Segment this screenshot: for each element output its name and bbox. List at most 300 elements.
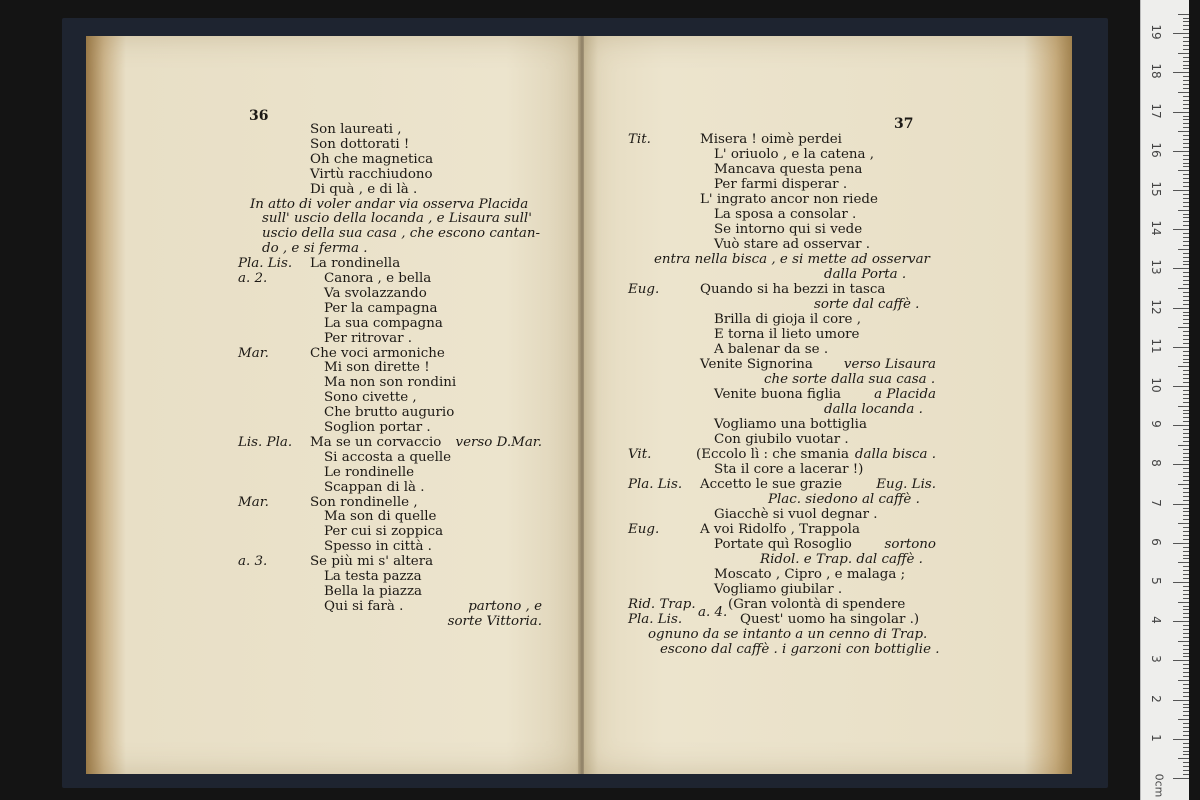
text-line: Si accosta a quelle: [324, 449, 452, 465]
ruler-tick: [1183, 335, 1189, 336]
ruler-tick: [1183, 351, 1189, 352]
ruler-tick: [1183, 707, 1189, 708]
text-line: uscio della sua casa , che escono cantan-: [262, 226, 540, 242]
ruler-tick: [1183, 747, 1189, 748]
ruler-tick: [1183, 441, 1189, 442]
ruler-tick: [1183, 331, 1189, 332]
ruler-tick: [1173, 268, 1189, 269]
stage-direction: dalla bisca .: [854, 447, 936, 462]
ruler-tick: [1183, 221, 1189, 222]
text-line: ognuno da se intanto a un cenno di Trap.: [648, 627, 928, 642]
ruler-tick: [1183, 453, 1189, 454]
text-line: Son rondinelle ,: [310, 494, 418, 510]
speaker-label: a. 2.: [238, 271, 268, 286]
text-line: Se più mi s' altera: [310, 554, 434, 570]
text-line: Son laureati ,: [310, 122, 402, 137]
ruler-tick: [1183, 88, 1189, 89]
ruler-tick: [1178, 602, 1189, 603]
ruler-tick: [1183, 410, 1189, 411]
ruler-tick: [1178, 366, 1189, 367]
speaker-label: Rid. Trap.: [628, 597, 696, 612]
text-line: L' ingrato ancor non riede: [700, 192, 878, 207]
ruler-number: 18: [1149, 63, 1163, 80]
ruler-tick: [1183, 323, 1189, 324]
text-line: A voi Ridolfo , Trappola: [700, 522, 860, 537]
text-line: Scappan di là .: [324, 479, 425, 495]
text-line: Per ritrovar .: [324, 330, 412, 346]
text-line: do , e si ferma .: [262, 241, 368, 257]
ruler-tick: [1183, 535, 1189, 536]
stage-direction: verso D.Mar.: [455, 434, 542, 450]
text-line: Soglion portar .: [324, 420, 431, 435]
ruler-tick: [1183, 472, 1189, 473]
speaker-label: Eug.: [628, 522, 660, 537]
ruler-tick: [1183, 41, 1189, 42]
text-line: E torna il lieto umore: [714, 327, 860, 342]
ruler-tick: [1183, 625, 1189, 626]
ruler-tick: [1178, 170, 1189, 171]
ruler-tick: [1183, 417, 1189, 418]
ruler-tick: [1178, 53, 1189, 54]
ruler-tick: [1183, 398, 1189, 399]
ruler-tick: [1178, 14, 1189, 15]
text-line: Che brutto augurio: [324, 405, 455, 421]
text-line: Misera ! oimè perdei: [700, 132, 842, 147]
ruler-tick: [1183, 123, 1189, 124]
text-line: Di quà , e di là .: [310, 181, 418, 197]
text-line: Ma se un corvaccio: [310, 434, 442, 450]
ruler-tick: [1183, 531, 1189, 532]
ruler-tick: [1178, 210, 1189, 211]
ruler-tick: [1178, 131, 1189, 132]
ruler-tick: [1183, 45, 1189, 46]
ruler-tick: [1183, 182, 1189, 183]
ruler-tick: [1183, 104, 1189, 105]
ruler-tick: [1183, 108, 1189, 109]
ruler-tick: [1183, 292, 1189, 293]
ruler-tick: [1183, 727, 1189, 728]
text-line: Che voci armoniche: [310, 345, 445, 361]
speaker-label: Pla. Lis.: [628, 612, 683, 627]
ruler-tick: [1173, 151, 1189, 152]
ruler-tick: [1178, 249, 1189, 250]
text-line: Qui si farà .: [324, 598, 404, 614]
ruler-tick: [1183, 339, 1189, 340]
ruler-tick: [1183, 457, 1189, 458]
text-line: che sorte dalla sua casa .: [764, 372, 936, 387]
ruler-number: 17: [1149, 102, 1163, 119]
ruler-tick: [1183, 272, 1189, 273]
speaker-label: Lis. Pla.: [238, 434, 293, 450]
ruler-tick: [1183, 202, 1189, 203]
text-line: Portate quì Rosoglio: [714, 537, 852, 552]
ruler-tick: [1183, 586, 1189, 587]
ruler-tick: [1183, 609, 1189, 610]
ruler-tick: [1183, 29, 1189, 30]
ruler-tick: [1183, 186, 1189, 187]
text-line: Brilla di gioja il core ,: [714, 312, 861, 327]
ruler-tick: [1183, 65, 1189, 66]
text-line: Bella la piazza: [324, 583, 423, 599]
ruler-tick: [1183, 237, 1189, 238]
text-line: Per cui si zoppica: [324, 524, 444, 540]
ruler-tick: [1183, 555, 1189, 556]
ruler-tick: [1183, 578, 1189, 579]
ruler-number: 12: [1149, 298, 1163, 315]
ruler-tick: [1183, 598, 1189, 599]
ruler-tick: [1183, 147, 1189, 148]
text-line: dalla locanda .: [824, 402, 923, 417]
text-line: Plac. siedono al caffè .: [768, 492, 920, 507]
ruler-tick: [1183, 257, 1189, 258]
ruler-tick: [1173, 660, 1189, 661]
ruler-tick: [1178, 92, 1189, 93]
text-line: Moscato , Cipro , e malaga ;: [714, 567, 906, 582]
ruler-tick: [1183, 76, 1189, 77]
speaker-label: Mar.: [238, 494, 269, 510]
ruler-tick: [1183, 84, 1189, 85]
ruler-tick: [1183, 421, 1189, 422]
ruler-tick: [1183, 594, 1189, 595]
ruler-tick: [1183, 178, 1189, 179]
ruler-tick: [1183, 433, 1189, 434]
stage-direction: partono , e: [468, 598, 542, 614]
text-line: Se intorno qui si vede: [714, 222, 863, 237]
text-line: Mi son dirette !: [324, 360, 430, 376]
ruler-tick: [1173, 112, 1189, 113]
ruler-tick: [1183, 359, 1189, 360]
text-line: Canora , e bella: [324, 271, 432, 286]
text-line: Son dottorati !: [310, 136, 410, 152]
ruler-tick: [1183, 649, 1189, 650]
ruler-tick: [1183, 241, 1189, 242]
text-line: escono dal caffè . i garzoni con bottiglie .: [660, 642, 940, 657]
ruler-tick: [1183, 61, 1189, 62]
ruler-tick: [1183, 96, 1189, 97]
ruler-number: 9: [1149, 420, 1163, 428]
ruler-tick: [1183, 163, 1189, 164]
stage-direction: sorte Vittoria.: [447, 613, 542, 629]
ensemble-label: a. 4.: [698, 604, 728, 620]
left-page: [86, 36, 582, 774]
ruler-tick: [1178, 523, 1189, 524]
ruler-number: 4: [1149, 616, 1163, 624]
text-line: (Eccolo lì : che smania: [696, 447, 849, 462]
ruler-tick: [1178, 445, 1189, 446]
ruler-tick: [1183, 198, 1189, 199]
ruler-tick: [1183, 688, 1189, 689]
speaker-label: Vit.: [628, 447, 652, 462]
ruler-tick: [1178, 562, 1189, 563]
ruler-tick: [1183, 692, 1189, 693]
ruler-tick: [1183, 511, 1189, 512]
ruler-number: 1: [1149, 733, 1163, 742]
ruler-tick: [1178, 406, 1189, 407]
ruler-tick: [1173, 739, 1189, 740]
ruler-tick: [1183, 617, 1189, 618]
text-line: Ridol. e Trap. dal caffè .: [760, 552, 923, 567]
ruler-tick: [1183, 402, 1189, 403]
ruler-number: 3: [1149, 655, 1163, 664]
text-line: L' oriuolo , e la catena ,: [714, 147, 874, 162]
ruler-tick: [1183, 715, 1189, 716]
ruler-tick: [1178, 288, 1189, 289]
ruler-tick: [1183, 566, 1189, 567]
ruler-tick: [1183, 735, 1189, 736]
ruler-tick: [1183, 762, 1189, 763]
ruler-tick: [1183, 496, 1189, 497]
text-line: Quest' uomo ha singolar .): [740, 612, 920, 627]
ruler-tick: [1183, 704, 1189, 705]
text-line: Oh che magnetica: [310, 151, 434, 167]
ruler-tick: [1183, 264, 1189, 265]
text-line: Giacchè si vuol degnar .: [714, 507, 878, 522]
ruler-tick: [1183, 637, 1189, 638]
ruler-tick: [1183, 508, 1189, 509]
ruler-tick: [1183, 468, 1189, 469]
text-line: entra nella bisca , e si mette ad osservar: [654, 252, 930, 267]
ruler-tick: [1183, 551, 1189, 552]
ruler-tick: [1183, 37, 1189, 38]
ruler-number: 6: [1149, 537, 1163, 546]
ruler-tick: [1183, 135, 1189, 136]
ruler-unit-label: 0cm: [1152, 773, 1166, 798]
ruler-tick: [1183, 284, 1189, 285]
text-line: Va svolazzando: [324, 285, 427, 301]
stage-direction: verso Lisaura: [843, 357, 936, 372]
ruler-tick: [1183, 613, 1189, 614]
ruler-tick: [1183, 539, 1189, 540]
text-line: In atto di voler andar via osserva Placida: [250, 196, 529, 212]
ruler-tick: [1173, 190, 1189, 191]
ruler-tick: [1183, 57, 1189, 58]
text-line: La sposa a consolar .: [714, 207, 857, 222]
text-line: sorte dal caffè .: [814, 297, 920, 312]
ruler-tick: [1183, 754, 1189, 755]
ruler-tick: [1183, 276, 1189, 277]
ruler-tick: [1183, 515, 1189, 516]
ruler-tick: [1173, 504, 1189, 505]
ruler-tick: [1183, 633, 1189, 634]
ruler-tick: [1183, 18, 1189, 19]
ruler-tick: [1183, 500, 1189, 501]
ruler-tick: [1173, 582, 1189, 583]
ruler-tick: [1183, 558, 1189, 559]
text-line: A balenar da se .: [714, 342, 829, 357]
ruler-tick: [1178, 680, 1189, 681]
ruler-number: 7: [1149, 498, 1163, 507]
ruler-tick: [1183, 629, 1189, 630]
ruler-number: 8: [1149, 459, 1163, 468]
ruler-tick: [1183, 774, 1189, 775]
ruler-tick: [1183, 696, 1189, 697]
ruler-tick: [1183, 119, 1189, 120]
text-line: Ma non son rondini: [324, 375, 457, 391]
ruler-tick: [1183, 253, 1189, 254]
ruler-tick: [1173, 425, 1189, 426]
ruler-tick: [1183, 492, 1189, 493]
text-line: (Gran volontà di spendere: [728, 597, 906, 612]
ruler-tick: [1183, 519, 1189, 520]
ruler-number: 11: [1149, 338, 1163, 354]
ruler-tick: [1183, 645, 1189, 646]
ruler-tick: [1173, 700, 1189, 701]
ruler-tick: [1178, 758, 1189, 759]
ruler-tick: [1173, 72, 1189, 73]
text-line: Ma son di quelle: [324, 509, 437, 525]
ruler-tick: [1183, 280, 1189, 281]
ruler-tick: [1183, 362, 1189, 363]
text-line: Vogliamo una bottiglia: [714, 417, 867, 432]
ruler-tick: [1183, 382, 1189, 383]
ruler-tick: [1183, 319, 1189, 320]
ruler-number: 2: [1149, 694, 1163, 703]
ruler-tick: [1183, 672, 1189, 673]
right-page: [584, 36, 1072, 774]
ruler-tick: [1183, 21, 1189, 22]
ruler-tick: [1183, 214, 1189, 215]
ruler-tick: [1183, 68, 1189, 69]
ruler-tick: [1183, 155, 1189, 156]
ruler-tick: [1183, 676, 1189, 677]
ruler-tick: [1173, 464, 1189, 465]
ruler-number: 19: [1149, 24, 1163, 40]
ruler-tick: [1183, 300, 1189, 301]
ruler-number: 14: [1149, 220, 1163, 236]
speaker-label: Eug.: [628, 282, 660, 297]
speaker-label: Pla. Lis.: [238, 256, 293, 272]
text-line: Per farmi disperar .: [714, 177, 848, 192]
ruler-tick: [1183, 312, 1189, 313]
ruler-tick: [1173, 347, 1189, 348]
ruler-tick: [1183, 166, 1189, 167]
ruler-tick: [1183, 476, 1189, 477]
ruler-tick: [1183, 25, 1189, 26]
ruler-tick: [1173, 621, 1189, 622]
ruler-tick: [1183, 570, 1189, 571]
page-number-left: 36: [249, 108, 269, 124]
ruler-tick: [1183, 225, 1189, 226]
text-line: Sono civette ,: [324, 390, 417, 406]
text-line: sull' uscio della locanda , e Lisaura sull': [262, 211, 532, 227]
ruler-tick: [1173, 778, 1189, 779]
ruler-tick: [1183, 370, 1189, 371]
text-line: Con giubilo vuotar .: [714, 432, 849, 447]
ruler-tick: [1183, 127, 1189, 128]
ruler-tick: [1183, 116, 1189, 117]
ruler-tick: [1183, 527, 1189, 528]
ruler-tick: [1183, 488, 1189, 489]
ruler-tick: [1183, 711, 1189, 712]
ruler-tick: [1183, 245, 1189, 246]
ruler-tick: [1183, 770, 1189, 771]
ruler-tick: [1183, 449, 1189, 450]
text-line: Accetto le sue grazie: [700, 477, 843, 492]
ruler-tick: [1183, 100, 1189, 101]
text-line: La testa pazza: [324, 569, 422, 584]
ruler-tick: [1183, 80, 1189, 81]
speaker-label: Mar.: [238, 345, 269, 361]
ruler-tick: [1183, 390, 1189, 391]
stage-direction: Eug. Lis.: [876, 477, 936, 492]
ruler-tick: [1183, 766, 1189, 767]
ruler-tick: [1173, 33, 1189, 34]
ruler-tick: [1183, 174, 1189, 175]
ruler-tick: [1183, 49, 1189, 50]
text-line: Venite buona figlia: [714, 387, 842, 402]
ruler-tick: [1183, 743, 1189, 744]
ruler-number: 10: [1149, 377, 1163, 393]
ruler-tick: [1183, 159, 1189, 160]
ruler-tick: [1183, 261, 1189, 262]
text-line: Per la campagna: [324, 300, 438, 316]
ruler-tick: [1178, 327, 1189, 328]
text-line: La rondinella: [310, 256, 401, 272]
speaker-label: a. 3.: [238, 554, 268, 570]
text-line: Mancava questa pena: [714, 162, 863, 177]
text-line: Virtù racchiudono: [310, 166, 433, 182]
ruler-number: 5: [1149, 577, 1163, 585]
ruler-tick: [1183, 139, 1189, 140]
ruler-tick: [1183, 394, 1189, 395]
ruler-tick: [1173, 543, 1189, 544]
text-line: La sua compagna: [324, 315, 443, 331]
speaker-label: Pla. Lis.: [628, 477, 683, 492]
ruler-tick: [1178, 641, 1189, 642]
ruler-tick: [1173, 386, 1189, 387]
text-line: dalla Porta .: [824, 267, 907, 282]
ruler-tick: [1183, 590, 1189, 591]
ruler-tick: [1183, 217, 1189, 218]
ruler-tick: [1173, 229, 1189, 230]
text-line: Venite Signorina: [700, 357, 813, 372]
ruler-tick: [1183, 315, 1189, 316]
measuring-ruler: [1140, 0, 1189, 800]
ruler-tick: [1183, 574, 1189, 575]
ruler-number: 15: [1149, 181, 1163, 197]
ruler-tick: [1183, 668, 1189, 669]
ruler-number: 13: [1149, 259, 1163, 276]
ruler-tick: [1183, 723, 1189, 724]
ruler-tick: [1183, 413, 1189, 414]
ruler-tick: [1183, 355, 1189, 356]
ruler-tick: [1183, 143, 1189, 144]
text-line: Vuò stare ad osservar .: [714, 237, 870, 252]
text-line: Quando si ha bezzi in tasca: [700, 282, 886, 297]
ruler-number: 16: [1149, 142, 1163, 158]
ruler-tick: [1183, 304, 1189, 305]
ruler-tick: [1183, 206, 1189, 207]
page-number-right: 37: [894, 116, 914, 132]
ruler-tick: [1183, 233, 1189, 234]
ruler-tick: [1183, 731, 1189, 732]
text-line: Vogliamo giubilar .: [714, 582, 843, 597]
ruler-tick: [1183, 656, 1189, 657]
ruler-tick: [1183, 437, 1189, 438]
ruler-tick: [1183, 480, 1189, 481]
ruler-tick: [1183, 547, 1189, 548]
ruler-tick: [1183, 378, 1189, 379]
ruler-tick: [1183, 684, 1189, 685]
ruler-tick: [1183, 606, 1189, 607]
ruler-tick: [1183, 653, 1189, 654]
text-line: Sta il core a lacerar !): [714, 462, 864, 477]
ruler-tick: [1183, 429, 1189, 430]
ruler-tick: [1178, 484, 1189, 485]
ruler-tick: [1183, 343, 1189, 344]
ruler-tick: [1183, 194, 1189, 195]
ruler-tick: [1183, 460, 1189, 461]
